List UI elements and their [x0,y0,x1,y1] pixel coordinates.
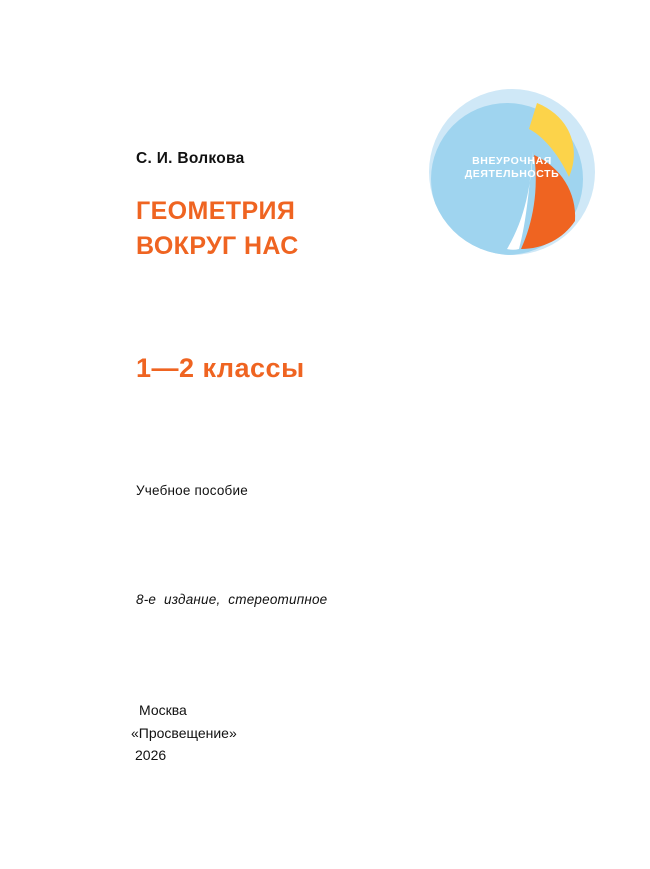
edition-info: 8-е издание, стереотипное [136,592,328,607]
logo-text-line2: ДЕЯТЕЛЬНОСТЬ [464,168,560,180]
imprint-city: Москва [139,702,187,718]
imprint [131,699,237,767]
imprint-publisher: «Просвещение» [131,724,237,741]
extracurricular-activity-logo [429,89,595,255]
imprint-year: 2026 [135,747,167,763]
logo-text-line1: ВНЕУРОЧНАЯ [472,155,552,167]
grade-range: 1—2 классы [136,353,305,383]
title-line-1: ГЕОМЕТРИЯ [136,197,296,225]
title-line-2: ВОКРУГ НАС [136,232,299,260]
logo-graphic [429,89,595,255]
author-name: С. И. Волкова [136,150,245,167]
publication-kind: Учебное пособие [136,483,248,498]
page-title [136,194,299,264]
